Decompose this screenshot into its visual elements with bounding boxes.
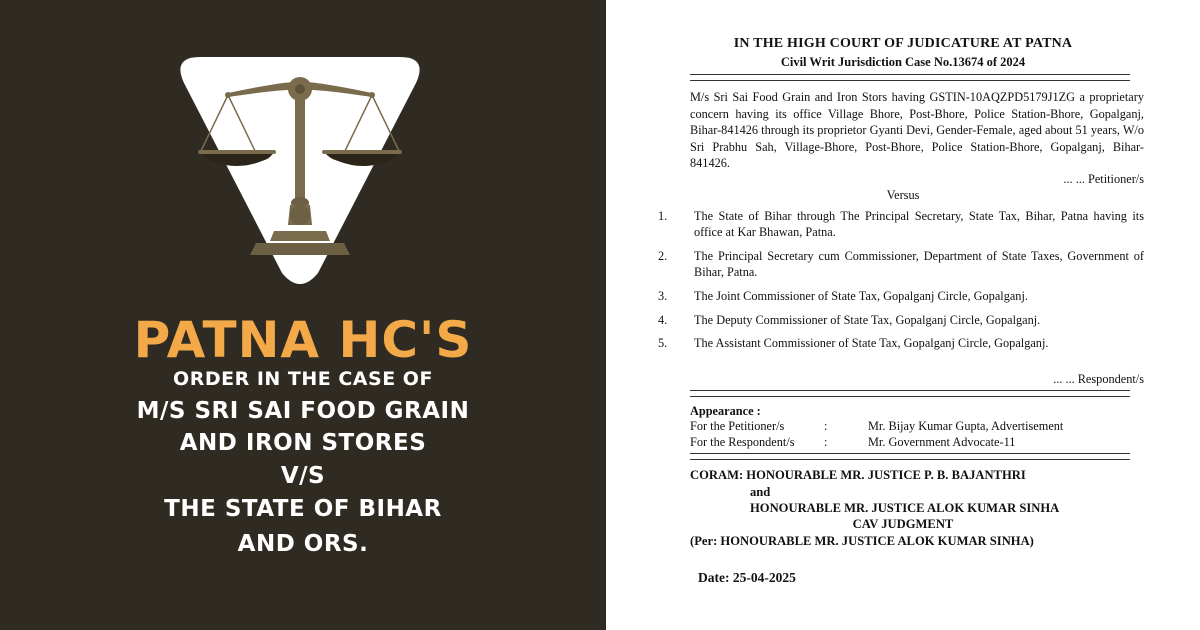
respondent-item bbox=[658, 312, 1144, 330]
petitioner-role: ... ... Petitioner/s bbox=[1063, 172, 1144, 186]
appearance-colon: : bbox=[824, 419, 828, 433]
headline-line-3: AND IRON STORES bbox=[179, 430, 427, 456]
coram-line-2: and bbox=[750, 485, 771, 499]
case-number: Civil Writ Jurisdiction Case No.13674 of 2024 bbox=[780, 55, 1026, 69]
divider bbox=[690, 390, 1130, 397]
appearance-label: For the Respondent/s bbox=[690, 435, 795, 449]
respondent-text: The Joint Commissioner of State Tax, Gopalganj Circle, Gopalganj. bbox=[694, 289, 1028, 303]
respondent-number: 2. bbox=[658, 249, 668, 263]
divider bbox=[690, 74, 1130, 81]
scales-of-justice-icon bbox=[170, 55, 430, 287]
court-title: IN THE HIGH COURT OF JUDICATURE AT PATNA bbox=[733, 36, 1073, 51]
respondent-role: ... ... Respondent/s bbox=[1053, 372, 1144, 386]
respondent-item bbox=[658, 208, 1144, 242]
appearance-label: For the Petitioner/s bbox=[690, 419, 785, 433]
respondent-item bbox=[658, 248, 1144, 282]
headline-line-4: V/S bbox=[280, 463, 326, 489]
respondent-item bbox=[658, 335, 1144, 353]
judgment-type: CAV JUDGMENT bbox=[852, 517, 954, 531]
appearance-value: Mr. Bijay Kumar Gupta, Advertisement bbox=[868, 419, 1064, 433]
respondent-number: 5. bbox=[658, 336, 668, 350]
coram-line-3: HONOURABLE MR. JUSTICE ALOK KUMAR SINHA bbox=[750, 501, 1060, 515]
respondent-text: The Principal Secretary cum Commissioner, Department of State Taxes, Government of Bihar, Patna. bbox=[694, 249, 1144, 280]
respondent-text: The State of Bihar through The Principal Secretary, State Tax, Bihar, Patna having its office at Kar Bhawan, Patna. bbox=[694, 209, 1144, 240]
petitioner-details: M/s Sri Sai Food Grain and Iron Stors having GSTIN-10AQZPD5179J1ZG a proprietary concern having its office Village Bhore, Post-Bhore, Police Station-Bhore, Gopalganj, Bihar-841426 through its proprietor Gyanti Devi, Gender-Female, aged about 51 years, W/o Sri Prabhu Sah, Village-Bhore, Post-Bhore, Police Station-Bhore, Gopalganj, Bihar-841426. bbox=[690, 90, 1144, 171]
judgment-date: Date: 25-04-2025 bbox=[698, 570, 796, 585]
appearance-title: Appearance : bbox=[690, 404, 761, 418]
appearance-row-respondent bbox=[690, 435, 1150, 451]
coram-line-1: CORAM: HONOURABLE MR. JUSTICE P. B. BAJANTHRI bbox=[690, 468, 1026, 482]
divider bbox=[690, 453, 1130, 460]
respondent-text: The Assistant Commissioner of State Tax, Gopalganj Circle, Gopalganj. bbox=[694, 336, 1049, 350]
headline-line-5: THE STATE OF BIHAR bbox=[164, 496, 442, 522]
headline-title: PATNA HC'S bbox=[133, 311, 473, 369]
appearance-value: Mr. Government Advocate-11 bbox=[868, 435, 1016, 449]
respondent-number: 4. bbox=[658, 313, 668, 327]
respondent-text: The Deputy Commissioner of State Tax, Gopalganj Circle, Gopalganj. bbox=[694, 313, 1041, 327]
headline-line-1: ORDER IN THE CASE OF bbox=[173, 368, 433, 390]
coram-per-line: (Per: HONOURABLE MR. JUSTICE ALOK KUMAR SINHA) bbox=[690, 534, 1034, 548]
appearance-row-petitioner bbox=[690, 419, 1150, 435]
appearance-colon: : bbox=[824, 435, 828, 449]
headline-line-2: M/S SRI SAI FOOD GRAIN bbox=[136, 398, 470, 424]
judgment-document bbox=[606, 0, 1200, 630]
respondent-number: 1. bbox=[658, 209, 668, 223]
headline-line-6: AND ORS. bbox=[237, 531, 369, 557]
versus-label: Versus bbox=[886, 188, 920, 202]
respondent-number: 3. bbox=[658, 289, 668, 303]
respondent-item bbox=[658, 288, 1144, 306]
